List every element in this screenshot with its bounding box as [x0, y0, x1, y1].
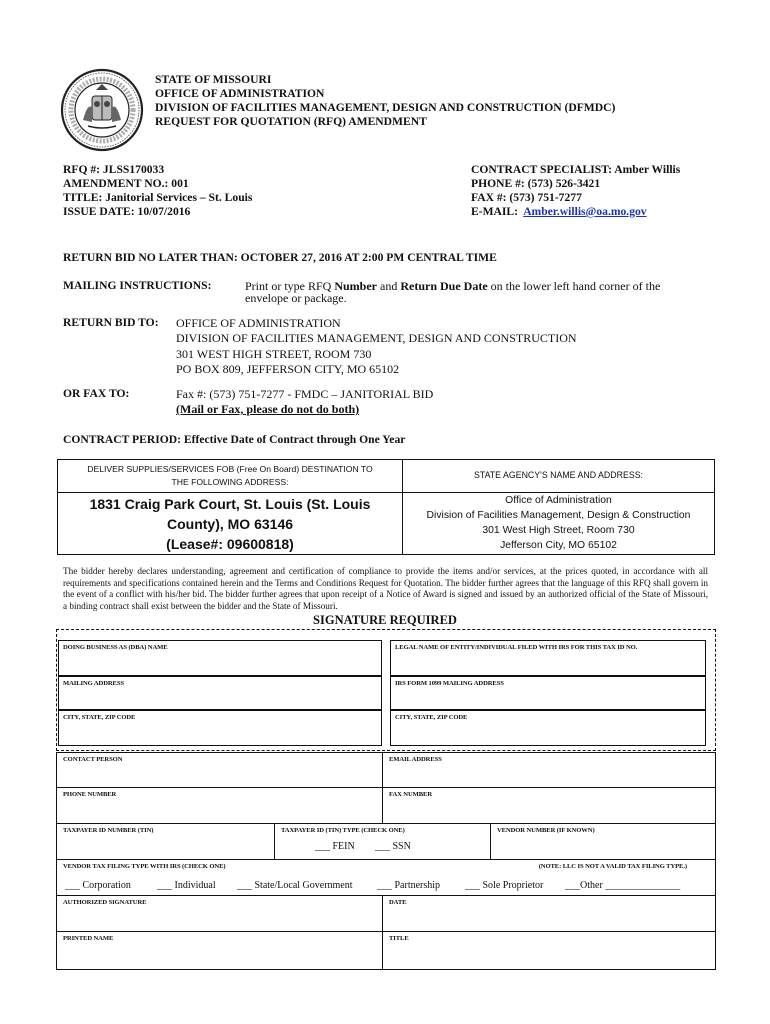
amendment-number: AMENDMENT NO.: 001: [63, 177, 189, 190]
header-block: [155, 73, 615, 129]
email-link[interactable]: Amber.willis@oa.mo.gov: [523, 205, 647, 218]
rfq-title: TITLE: Janitorial Services – St. Louis: [63, 191, 253, 204]
delivery-left-header-1: DELIVER SUPPLIES/SERVICES FOB (Free On Board) DESTINATION TO: [87, 464, 373, 474]
city-state-zip-field[interactable]: [58, 710, 382, 746]
email-label: E-MAIL:: [471, 205, 519, 218]
vendor-number-field[interactable]: [491, 824, 715, 860]
corporation-option[interactable]: ___ Corporation: [65, 880, 131, 891]
fax-to-block: [176, 387, 433, 417]
fein-checkbox[interactable]: ___ FEIN: [315, 841, 355, 852]
delivery-address-line: (Lease#: 09600818): [166, 536, 294, 552]
authorized-signature-label: AUTHORIZED SIGNATURE: [63, 899, 147, 906]
header-office: OFFICE OF ADMINISTRATION: [155, 87, 325, 100]
delivery-right-header: STATE AGENCY'S NAME AND ADDRESS:: [473, 470, 644, 480]
rfq-number: RFQ #: JLSS170033: [63, 163, 165, 176]
contract-period: CONTRACT PERIOD: Effective Date of Contract through One Year: [63, 433, 406, 446]
mailing-line-2: envelope or package.: [245, 291, 347, 305]
header-division: DIVISION OF FACILITIES MANAGEMENT, DESIGN AND CONSTRUCTION (DFMDC): [155, 101, 616, 114]
fax-number-label: FAX NUMBER: [389, 791, 433, 798]
city-state-zip-label: CITY, STATE, ZIP CODE: [63, 714, 136, 721]
delivery-address-line: County), MO 63146: [166, 516, 294, 532]
date-field[interactable]: [383, 896, 715, 932]
mailing-date-bold: Return Due Date: [400, 279, 488, 293]
signature-required-heading: SIGNATURE REQUIRED: [313, 613, 457, 627]
government-option[interactable]: ___ State/Local Government: [237, 880, 353, 891]
vendor-form-lower: [56, 752, 716, 970]
contact-info: [471, 163, 680, 219]
phone-number: PHONE #: (573) 526-3421: [471, 177, 601, 190]
tin-type-label: TAXPAYER ID (TIN) TYPE (CHECK ONE): [281, 827, 405, 834]
email-line: [471, 205, 680, 219]
agency-address-line: 301 West High Street, Room 730: [482, 525, 635, 536]
sole-proprietor-option[interactable]: ___ Sole Proprietor: [465, 880, 544, 891]
irs-city-state-zip-label: CITY, STATE, ZIP CODE: [395, 714, 468, 721]
partnership-option[interactable]: ___ Partnership: [377, 880, 441, 891]
return-to-line: DIVISION OF FACILITIES MANAGEMENT, DESIGN AND CONSTRUCTION: [176, 331, 577, 346]
mailing-text-1: Print or type RFQ: [245, 279, 335, 293]
agency-address-line: Division of Facilities Management, Design & Construction: [426, 510, 691, 521]
mailing-address-field[interactable]: [58, 676, 382, 710]
vendor-number-label: VENDOR NUMBER (IF KNOWN): [497, 827, 595, 834]
bidder-declaration: The bidder hereby declares understanding, agreement and certification of compliance to provide the items and/or services, at the prices quoted, in accordance with all requirements and specifications contained herein and the Terms and Conditions Request for Quotation. The bidder further agrees that the language of this RFQ shall govern in the event of a conflict with his/her bid. The bidder further agrees that upon receipt of a Notice of Award is signed and issued by an authorized official of the State of Missouri, a binding contract shall exist between the bidder and the State of Missouri.: [63, 566, 708, 611]
llc-note: (NOTE: LLC IS NOT A VALID TAX FILING TYPE.): [538, 863, 687, 870]
printed-name-field[interactable]: [57, 932, 383, 969]
phone-number-field[interactable]: [57, 788, 383, 824]
individual-option[interactable]: ___ Individual: [157, 880, 216, 891]
return-bid-deadline: RETURN BID NO LATER THAN: OCTOBER 27, 2016 AT 2:00 PM CENTRAL TIME: [63, 251, 497, 264]
tin-label: TAXPAYER ID NUMBER (TIN): [63, 827, 154, 834]
dba-label: DOING BUSINESS AS (DBA) NAME: [63, 644, 168, 651]
delivery-left-header-2: THE FOLLOWING ADDRESS:: [171, 476, 289, 487]
dba-field[interactable]: [58, 640, 382, 676]
phone-number-label: PHONE NUMBER: [63, 791, 117, 798]
date-label: DATE: [389, 899, 407, 906]
title-field[interactable]: [383, 932, 715, 969]
irs-mailing-address-field[interactable]: [390, 676, 706, 710]
contact-person-label: CONTACT PERSON: [63, 756, 123, 763]
ssn-checkbox[interactable]: ___ SSN: [375, 841, 411, 852]
issue-date: ISSUE DATE: 10/07/2016: [63, 205, 191, 218]
mailing-address-label: MAILING ADDRESS: [63, 680, 124, 687]
return-to-address: [176, 316, 577, 377]
legal-name-field[interactable]: [390, 640, 706, 676]
header-rfq-amendment: REQUEST FOR QUOTATION (RFQ) AMENDMENT: [155, 115, 427, 128]
agency-address-line: Office of Administration: [505, 495, 612, 506]
email-address-field[interactable]: [383, 753, 715, 788]
agency-address-line: Jefferson City, MO 65102: [500, 540, 617, 551]
fax-number-field[interactable]: [383, 788, 715, 824]
state-seal: [60, 68, 144, 152]
mailing-text-2: and: [377, 279, 401, 293]
fax-number: FAX #: (573) 751-7277: [471, 191, 582, 204]
seal-icon: [60, 68, 144, 152]
fax-to-label: OR FAX TO:: [63, 387, 130, 400]
tin-field[interactable]: [57, 824, 275, 860]
email-address-label: EMAIL ADDRESS: [389, 756, 442, 763]
printed-name-label: PRINTED NAME: [63, 935, 114, 942]
agency-address: [403, 493, 714, 553]
header-state: STATE OF MISSOURI: [155, 73, 272, 86]
return-to-label: RETURN BID TO:: [63, 316, 159, 329]
delivery-address: [58, 494, 402, 554]
delivery-left-header: [58, 463, 402, 488]
other-option[interactable]: ___Other _______________: [565, 880, 681, 891]
legal-name-label: LEGAL NAME OF ENTITY/INDIVIDUAL FILED WITH IRS FOR THIS TAX ID NO.: [395, 644, 638, 651]
delivery-table: [57, 459, 715, 555]
mailing-number-bold: Number: [334, 279, 378, 293]
rfq-info: [63, 163, 252, 219]
title-label: TITLE: [389, 935, 409, 942]
contact-person-field[interactable]: [57, 753, 383, 788]
authorized-signature-field[interactable]: [57, 896, 383, 932]
fax-to-line: Fax #: (573) 751-7277 - FMDC – JANITORIAL BID: [176, 387, 434, 401]
delivery-address-line: 1831 Craig Park Court, St. Louis (St. Louis: [89, 496, 371, 512]
return-to-line: OFFICE OF ADMINISTRATION: [176, 316, 341, 330]
return-to-line: PO BOX 809, JEFFERSON CITY, MO 65102: [176, 361, 400, 376]
contract-specialist: CONTRACT SPECIALIST: Amber Willis: [471, 163, 681, 176]
filing-type-field: [57, 860, 715, 896]
mailing-label: MAILING INSTRUCTIONS:: [63, 279, 212, 292]
irs-mailing-address-label: IRS FORM 1099 MAILING ADDRESS: [395, 680, 504, 687]
mailing-text-3: on the lower left hand corner of the: [487, 279, 661, 293]
fax-to-note: (Mail or Fax, please do not do both): [176, 402, 360, 416]
filing-type-label: VENDOR TAX FILING TYPE WITH IRS (CHECK ONE): [63, 863, 226, 870]
tin-type-field: [275, 824, 491, 860]
irs-city-state-zip-field[interactable]: [390, 710, 706, 746]
return-to-line: 301 WEST HIGH STREET, ROOM 730: [176, 346, 372, 361]
